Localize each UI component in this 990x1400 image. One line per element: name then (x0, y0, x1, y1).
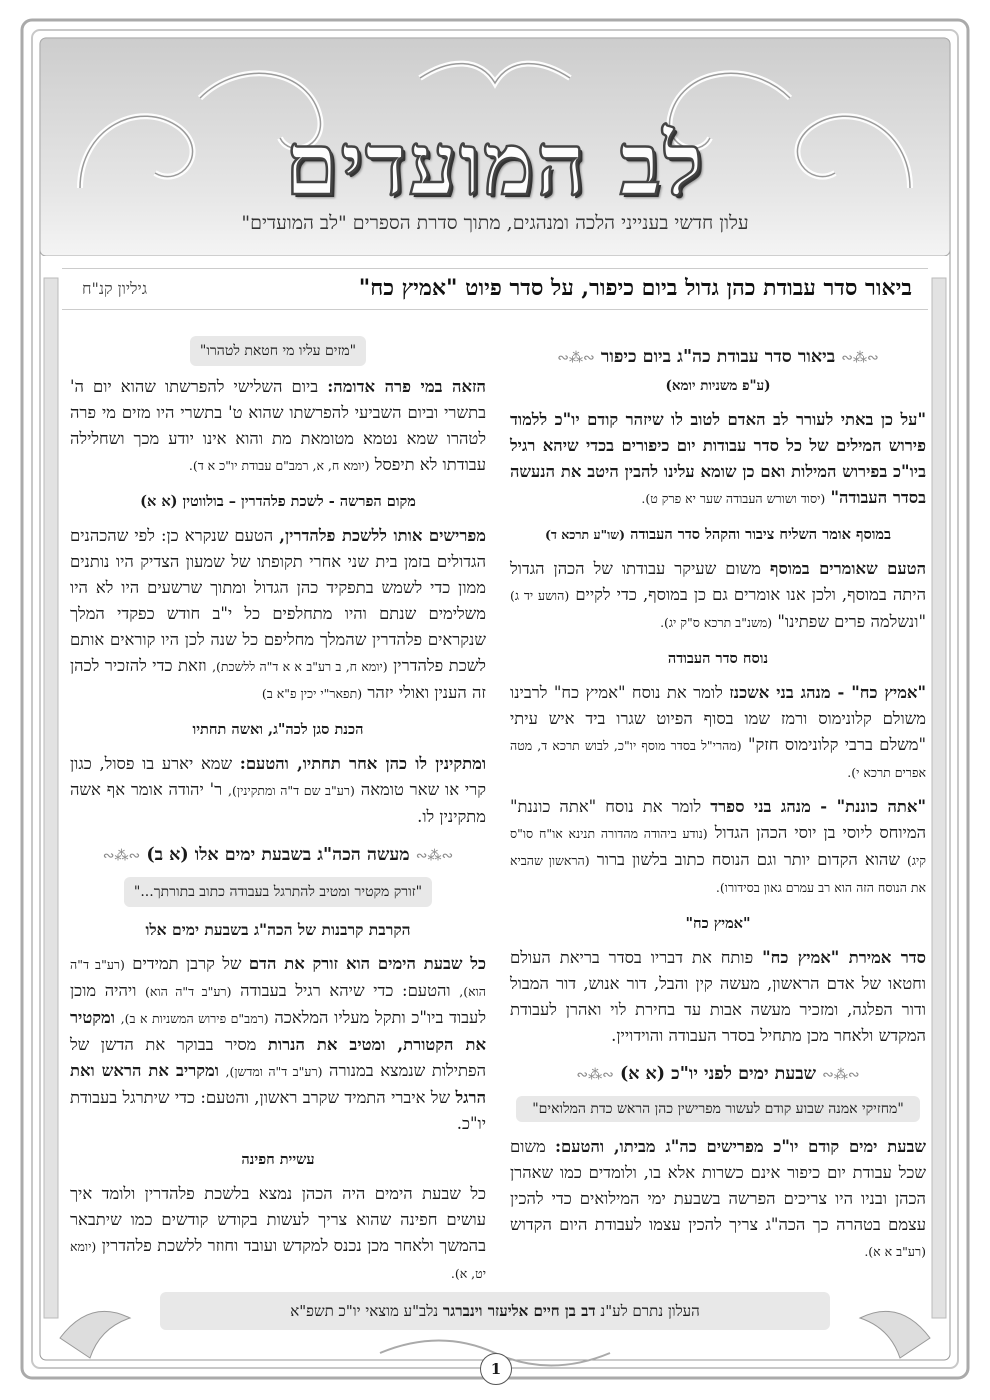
body-text: שהוא הקדום יותר וגם הנוסח כתוב בלשון ברור (596, 850, 900, 869)
paragraph (70, 374, 486, 479)
section-heading: נוסח סדר העבודה (667, 650, 769, 667)
body-text: לומר את נוסח "אמיץ כח" לרבינו משולם קלונימוס ורמז שמו בסוף הפיוט שגרו ביד איש עיתי "משלם ברבי קלונימוס חזק" (510, 683, 926, 754)
issue-number: גיליון קנ"ח (82, 279, 148, 298)
source-ref: (רע"ב ד"ה ומדשן), (225, 1064, 323, 1079)
body-text: וזאת כדי להזכיר לכהן זה הענין ואולי יזהר (70, 656, 486, 702)
ornament-icon: ∾⁂∾ (576, 1067, 614, 1083)
section-heading (70, 842, 486, 869)
body-text: כל שבעת הימים היה הכהן נמצא בלשכת פלהדרין ולומד איך עושים חפינה שהוא צריך לעשות בקודש קודשים כמו שיתבאר בהמשך ולאחר מכן נכנס למקדש ועובד וחוזר ללשכת פלהדרין (70, 1184, 486, 1255)
section-heading: מקום הפרשה - לשכת פלהדרין – בולווטין (א א) (140, 493, 416, 510)
dedication-prefix: העלון נתרם לע"נ (600, 1302, 700, 1320)
body-text: לומר את נוסח "אתה כוננת" המיוחס ליוסי בן יוסי הכהן הגדול (510, 797, 926, 842)
lead-text: הטעם שאומרים במוסף (769, 559, 926, 578)
body-text: פותח את דבריו בסדר בריאת העולם וחטאו של אדם הראשון, מעשה קין והבל, דור אנוש, דור המבול ודור הפלגה, ומזכיר מעשה אבות עד בחירת לוי ואהרן לעבודת המקדש ולאחר מכן מתחיל בסדר העבודה והוידויין. (510, 948, 926, 1045)
source-ref: (שו"ע תרכא ד) (544, 527, 626, 542)
source-ref: (רע"ב ד"ה הוא), (70, 957, 486, 999)
body-text: "ונשלמה פרים שפתינו" (777, 612, 926, 631)
paragraph (70, 1181, 486, 1287)
section-heading: הכנת סגן לכה"ג, ואשה תחתיו (192, 721, 364, 738)
section-heading (510, 344, 926, 371)
source-ref: (נודע ביהודה מהדורה תנינא או"ח סו"ס קיג) (510, 826, 926, 868)
paragraph (510, 1134, 926, 1265)
source-ref: (רע"ב שם ד"ה ומתקינין), (228, 783, 355, 798)
body-text: והטעם: כדי שיהא רגיל בעבודה (240, 981, 451, 1000)
dedication-name: דב בן חיים אליעזר וינברגר (442, 1302, 596, 1320)
ornament-icon: ∾⁂∾ (822, 1067, 860, 1083)
body-text: של קרבן תמידים (132, 954, 242, 973)
left-column (70, 332, 486, 1295)
body-text: משום שעיקר עבודתו של הכהן הגדול היתה במוסף, ולכן אנו אומרים גם כן במוסף, כדי לקיים (510, 559, 926, 604)
ornament-icon: ∾⁂∾ (557, 350, 595, 366)
lead-text: ומקטיר את הקטורת, ומטיב את הנרות (70, 1008, 486, 1054)
ornament-icon: ∾⁂∾ (415, 848, 454, 864)
page-number: 1 (480, 1353, 512, 1385)
intro-quote: "על כן באתי לעורר לב האדם לטוב לו שיזהר קודם יו"כ ללמוד פירוש המילים של כל סדר עבודות יום כיפורים בכדי שיהא רגיל ביו"כ בפירוש המילות ואם כן שומא עלינו להבין היטב את הנעשה בסדר העבודה" (510, 410, 926, 507)
source-ref: (יומא ח, ב רע"ב א א ד"ה ללשכת), (212, 659, 388, 674)
lead-text: "אתה כוננת" - מנהג בני ספרד (710, 797, 926, 816)
paragraph (70, 523, 486, 707)
paragraph (510, 945, 926, 1049)
right-column (510, 332, 926, 1273)
section-heading (510, 1061, 926, 1088)
masthead-subtitle: עלון חדשי בענייני הלכה ומנהגים, מתוך סדרת הספרים "לב המועדים" (241, 212, 749, 234)
source-ref: (מהרי"ל בסדר מוסף יו"כ, לבוש תרכא ד, מטה אפרים תרכא י). (510, 738, 926, 780)
section-heading: עשיית חפינה (241, 1151, 315, 1168)
source-ref: (תפאר"י יכין פ"א ב) (261, 686, 363, 701)
paragraph (510, 407, 926, 512)
body-text: מסיר בבוקר את הדשן של הפתילות שנמצא במנורה (70, 1035, 486, 1080)
paragraph (510, 556, 926, 636)
body-text: של איברי התמיד שקרב ראשון, והטעם: כדי שיתרגל בעבודת יו"כ. (70, 1088, 486, 1133)
source-ref: (משנ"ב תרכא ס"ק יג). (660, 615, 773, 630)
heading-text: ביאור סדר עבודת כה"ג ביום כיפור (600, 347, 836, 367)
masthead-title: לב המועדים (284, 114, 706, 215)
ornament-icon: ∾⁂∾ (841, 350, 879, 366)
body-text: ויהיה מוכן לעבוד ביו"כ ותקל מעליו המלאכה (70, 981, 486, 1027)
section-heading: הקרבת קרבנות של הכה"ג בשבעת ימים אלו (145, 920, 411, 939)
paragraph (510, 680, 926, 786)
body-text: משום שכל עבודת יום כיפור אינם כשרות אלא בו, ולומדים כמו שאהרן הכהן ובניו היו צריכים הפרשה בשבעת ימי המילואים כדי להכין עצמם בטהרה כך הכה"ג צריך להכין עצמו לעבודת היום הקדוש (510, 1137, 926, 1234)
lead-text: ומקריב את הראש ואת הרגל (70, 1061, 486, 1107)
source-ref: (יסוד ושורש העבודה שער יא פרק ט). (641, 491, 826, 506)
body-text: שמא יארע בו פסול, כגון קרי או שאר טומאה (70, 754, 487, 799)
paragraph (70, 951, 486, 1137)
pull-quote: "מחזיקי אמנה שבוע קודם לעשור מפרישין כהן הראש כדת המלואים" (516, 1096, 920, 1122)
heading-text: שבעת ימים לפני יו"כ (א א) (619, 1064, 817, 1084)
lead-text: כל שבעת הימים הוא זורק את הדם (248, 954, 486, 973)
lead-text: מפרישים אותו ללשכת פלהדרין, (279, 526, 487, 545)
body-text: ביום השלישי להפרשתו שהוא יום ה' בתשרי וביום השביעי להפרשתו שהוא ט' בתשרי היו מזים מי פרה לטהרו שמא נטמא מטומאת מת והוא אינו יודע מכך ושחלילה עבודתו לא תיפסל (70, 377, 486, 474)
pull-quote: "מזים עליו מי חטאת לטהרו" (190, 336, 366, 366)
issue-banner (62, 268, 928, 310)
source-ref: (הושע יד ג) (510, 588, 570, 603)
dedication-suffix: נלב"ע מוצאי יו"כ תשפ"א (290, 1302, 439, 1320)
pull-quote: "זורק מקטיר ומטיב להתרגל בעבודה כתוב בתורתך..." (124, 877, 432, 907)
source-ref: (יומא ח, א, רמב"ם עבודת יו"כ א ד). (188, 458, 370, 473)
source-ref: (יומא יט, א). (70, 1239, 486, 1281)
section-heading (510, 522, 926, 548)
body-text: ר' יהודה אומר אף אשה מתקינין לו. (70, 780, 486, 826)
paragraph (510, 794, 926, 901)
source-ref: (הראשון שהביא את הנוסח הזה הוא רב עמרם גאון בסידורו). (510, 853, 926, 895)
paragraph (70, 751, 486, 830)
section-subheading: (ע"פ משניות יומא) (665, 378, 771, 394)
heading-text: מעשה הכה"ג בשבעת ימים אלו (א ב) (146, 845, 410, 865)
lead-text: שבעת ימים קודם יו"כ מפרישים כה"ג מביתו, והטעם: (555, 1137, 926, 1156)
lead-text: הזאה במי פרה אדומה: (327, 377, 486, 396)
issue-title: ביאור סדר עבודת כהן גדול ביום כיפור, על סדר פיוט "אמיץ כח" (358, 275, 912, 301)
source-ref: (רע"ב ד"ה הוא) (145, 984, 232, 999)
source-ref: (רע"ב א א). (864, 1244, 926, 1259)
section-heading: "אמיץ כח" (685, 915, 751, 932)
lead-text: ומתקינין לו כהן אחר תחתיו, והטעם: (239, 754, 487, 773)
dedication-footer (160, 1292, 830, 1330)
heading-text: במוסף אומר השליח ציבור והקהל סדר העבודה (630, 526, 892, 543)
body-text: הטעם שנקרא כן: לפי שהכהנים הגדולים בזמן בית שני אחרי תקופתו של שמעון הצדיק היו נותנים ממון כדי לשמש בתפקיד כהן הגדול ומתוך שרשעים היו לא היו משלימים שנתם והיו מתחלפים כל י"ב חודש כפקדי המלך שנקראים פלהדרין שהמלך מחליפם כל שנה לכן היו קוראים אותם לשכת פלהדרין (70, 526, 486, 675)
ornament-icon: ∾⁂∾ (102, 848, 141, 864)
source-ref: (רמב"ם פירוש המשניות א ב), (120, 1011, 269, 1026)
lead-text: סדר אמירת "אמיץ כח" (762, 948, 926, 967)
lead-text: "אמיץ כח" - מנהג בני אשכנז (729, 683, 926, 702)
